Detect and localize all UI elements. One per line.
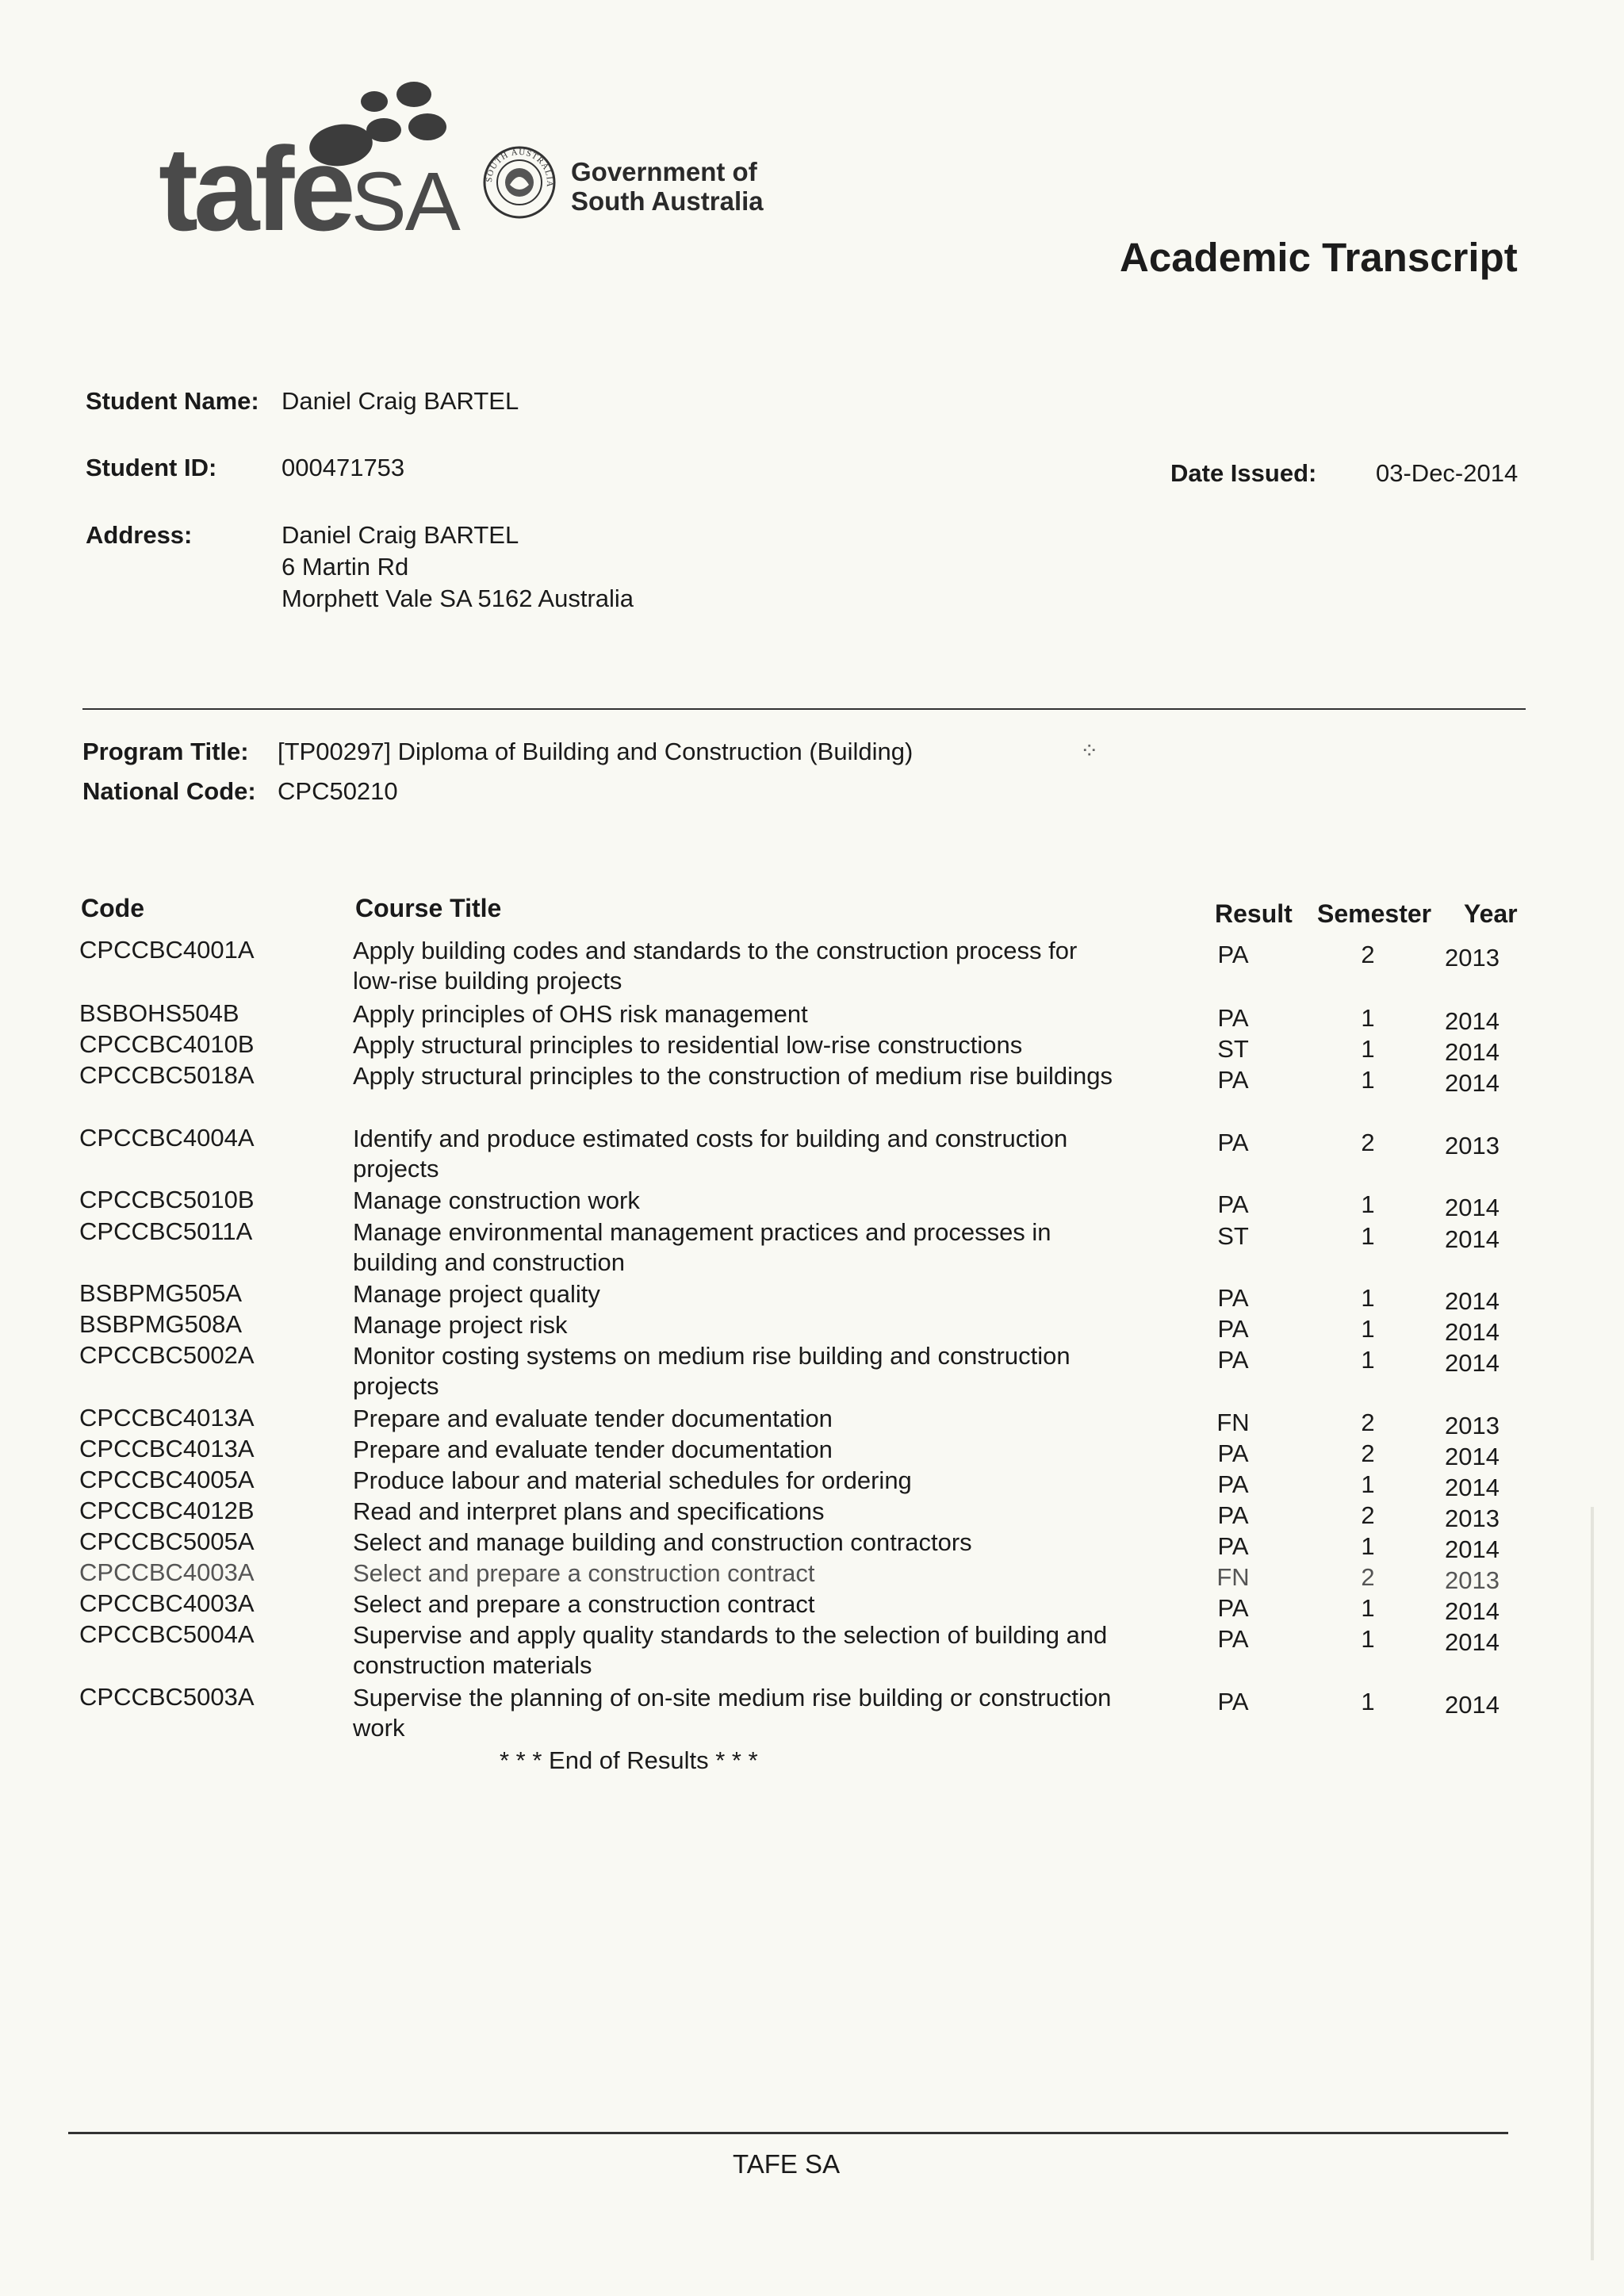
course-semester: 1 xyxy=(1361,1532,1375,1560)
course-title: Manage project risk xyxy=(353,1311,568,1339)
course-semester: 2 xyxy=(1361,1129,1375,1156)
student-name-label: Student Name: xyxy=(86,387,259,415)
course-result: PA xyxy=(1217,1532,1249,1560)
course-code: CPCCBC4013A xyxy=(79,1435,255,1462)
end-of-results: * * * End of Results * * * xyxy=(500,1746,758,1774)
scan-speck: ⁘ xyxy=(1080,738,1099,763)
course-result: ST xyxy=(1217,1035,1249,1063)
course-result: PA xyxy=(1217,1470,1249,1498)
course-semester: 1 xyxy=(1361,1625,1375,1653)
course-title: Apply structural principles to the construction of medium rise buildings xyxy=(353,1062,1113,1090)
col-header-title: Course Title xyxy=(355,894,502,922)
course-title: Apply structural principles to residential low-rise constructions xyxy=(353,1031,1023,1059)
national-code-value: CPC50210 xyxy=(278,777,398,805)
course-title: Identify and produce estimated costs for building and construction projects xyxy=(353,1125,1068,1182)
logo-tafe-text: tafe xyxy=(159,122,351,255)
course-title: Monitor costing systems on medium rise building and construction projects xyxy=(353,1342,1071,1400)
table-row xyxy=(0,1558,1624,1594)
col-header-result: Result xyxy=(1215,899,1293,928)
table-row xyxy=(0,1497,1624,1532)
course-title: Supervise the planning of on-site medium rise building or construction work xyxy=(353,1684,1112,1742)
gov-line-2: South Australia xyxy=(571,186,764,216)
table-row xyxy=(0,1341,1624,1400)
course-result: PA xyxy=(1217,1625,1249,1653)
course-year: 2014 xyxy=(1445,1474,1500,1501)
course-semester: 1 xyxy=(1361,1688,1375,1715)
course-code: CPCCBC4004A xyxy=(79,1124,255,1152)
course-code: BSBPMG505A xyxy=(79,1279,243,1307)
footer-divider xyxy=(68,2132,1508,2134)
course-semester: 1 xyxy=(1361,1004,1375,1032)
course-year: 2014 xyxy=(1445,1194,1500,1221)
course-code: CPCCBC5003A xyxy=(79,1683,255,1711)
table-row xyxy=(0,999,1624,1035)
address-block xyxy=(282,519,634,615)
course-year: 2014 xyxy=(1445,1318,1500,1346)
course-title: Read and interpret plans and specifications xyxy=(353,1497,825,1525)
course-code: CPCCBC5010B xyxy=(79,1186,255,1213)
course-semester: 1 xyxy=(1361,1066,1375,1094)
course-year: 2013 xyxy=(1445,1504,1500,1532)
course-result: PA xyxy=(1217,941,1249,968)
course-semester: 1 xyxy=(1361,1315,1375,1343)
course-title: Select and prepare a construction contract xyxy=(353,1590,815,1618)
course-title: Manage environmental management practices and processes in building and construction xyxy=(353,1218,1051,1276)
course-semester: 1 xyxy=(1361,1284,1375,1312)
course-result: PA xyxy=(1217,1346,1249,1374)
course-result: PA xyxy=(1217,1004,1249,1032)
course-semester: 1 xyxy=(1361,1346,1375,1374)
table-row xyxy=(0,1466,1624,1501)
course-year: 2013 xyxy=(1445,1566,1500,1594)
course-code: CPCCBC4005A xyxy=(79,1466,255,1493)
table-row xyxy=(0,1124,1624,1182)
course-code: CPCCBC4012B xyxy=(79,1497,255,1524)
course-title: Select and prepare a construction contract xyxy=(353,1559,815,1587)
course-title: Supervise and apply quality standards to the selection of building and construction materials xyxy=(353,1621,1108,1679)
course-semester: 1 xyxy=(1361,1035,1375,1063)
program-title-value: [TP00297] Diploma of Building and Construction (Building) xyxy=(278,738,914,765)
course-title: Select and manage building and construction contractors xyxy=(353,1528,972,1556)
table-row xyxy=(0,1683,1624,1742)
course-year: 2014 xyxy=(1445,1038,1500,1066)
course-semester: 1 xyxy=(1361,1190,1375,1218)
table-row xyxy=(0,1279,1624,1315)
course-result: PA xyxy=(1217,1066,1249,1094)
col-header-semester: Semester xyxy=(1317,899,1432,928)
course-result: PA xyxy=(1217,1315,1249,1343)
table-row xyxy=(0,936,1624,995)
course-result: PA xyxy=(1217,1129,1249,1156)
table-row xyxy=(0,1589,1624,1625)
course-semester: 1 xyxy=(1361,1594,1375,1622)
course-semester: 2 xyxy=(1361,1409,1375,1436)
table-row xyxy=(0,1404,1624,1439)
student-name-value: Daniel Craig BARTEL xyxy=(282,387,519,415)
course-year: 2014 xyxy=(1445,1597,1500,1625)
course-code: CPCCBC4013A xyxy=(79,1404,255,1432)
logo-dot-icon xyxy=(361,91,388,112)
course-result: PA xyxy=(1217,1688,1249,1715)
course-title: Manage construction work xyxy=(353,1186,640,1214)
course-result: PA xyxy=(1217,1190,1249,1218)
course-title: Prepare and evaluate tender documentation xyxy=(353,1405,833,1432)
course-result: PA xyxy=(1217,1594,1249,1622)
logo-sa-text: SA xyxy=(350,155,459,248)
course-result: FN xyxy=(1216,1563,1250,1591)
course-semester: 1 xyxy=(1361,1470,1375,1498)
course-code: CPCCBC5004A xyxy=(79,1620,255,1648)
course-year: 2013 xyxy=(1445,1132,1500,1159)
table-row xyxy=(0,1620,1624,1679)
student-id-label: Student ID: xyxy=(86,454,217,481)
course-result: PA xyxy=(1217,1501,1249,1529)
course-year: 2014 xyxy=(1445,1349,1500,1377)
course-semester: 2 xyxy=(1361,941,1375,968)
course-year: 2014 xyxy=(1445,1069,1500,1097)
table-row xyxy=(0,1435,1624,1470)
table-row xyxy=(0,1030,1624,1066)
course-year: 2014 xyxy=(1445,1535,1500,1563)
table-row xyxy=(0,1186,1624,1221)
course-result: FN xyxy=(1216,1409,1250,1436)
address-label: Address: xyxy=(86,521,193,549)
course-semester: 1 xyxy=(1361,1222,1375,1250)
course-code: BSBPMG508A xyxy=(79,1310,243,1338)
course-semester: 2 xyxy=(1361,1563,1375,1591)
course-year: 2014 xyxy=(1445,1007,1500,1035)
course-year: 2014 xyxy=(1445,1691,1500,1719)
course-year: 2013 xyxy=(1445,944,1500,972)
col-header-year: Year xyxy=(1464,899,1518,928)
table-row xyxy=(0,1217,1624,1276)
col-header-code: Code xyxy=(81,894,144,922)
course-title: Produce labour and material schedules for ordering xyxy=(353,1466,912,1494)
footer-text: TAFE SA xyxy=(733,2149,841,2179)
course-result: PA xyxy=(1217,1284,1249,1312)
logo-wordmark xyxy=(159,122,459,255)
course-year: 2013 xyxy=(1445,1412,1500,1439)
gov-line-1: Government of xyxy=(571,157,757,186)
course-semester: 2 xyxy=(1361,1439,1375,1467)
course-year: 2014 xyxy=(1445,1628,1500,1656)
course-semester: 2 xyxy=(1361,1501,1375,1529)
course-title: Apply principles of OHS risk management xyxy=(353,1000,808,1028)
address-line: Daniel Craig BARTEL xyxy=(282,521,519,549)
course-code: CPCCBC5018A xyxy=(79,1061,255,1089)
date-issued-value: 03-Dec-2014 xyxy=(1376,459,1519,487)
logo-dot-icon xyxy=(396,82,431,107)
address-line: Morphett Vale SA 5162 Australia xyxy=(282,585,634,612)
course-code: CPCCBC5002A xyxy=(79,1341,255,1369)
course-code: CPCCBC4001A xyxy=(79,936,255,964)
divider xyxy=(82,708,1526,710)
course-year: 2014 xyxy=(1445,1287,1500,1315)
date-issued-label: Date Issued: xyxy=(1170,459,1317,487)
course-result: ST xyxy=(1217,1222,1249,1250)
page-title: Academic Transcript xyxy=(1120,235,1518,280)
course-result: PA xyxy=(1217,1439,1249,1467)
course-title: Prepare and evaluate tender documentation xyxy=(353,1435,833,1463)
table-row xyxy=(0,1310,1624,1346)
course-code: BSBOHS504B xyxy=(79,999,239,1027)
course-code: CPCCBC5005A xyxy=(79,1527,255,1555)
course-title: Manage project quality xyxy=(353,1280,600,1308)
course-year: 2014 xyxy=(1445,1225,1500,1253)
svg-text:SOUTH AUSTRALIA: SOUTH AUSTRALIA xyxy=(484,147,555,188)
course-title: Apply building codes and standards to the construction process for low-rise building projects xyxy=(353,937,1078,995)
government-name xyxy=(571,157,764,216)
government-seal-icon xyxy=(482,145,557,220)
course-year: 2014 xyxy=(1445,1443,1500,1470)
national-code-label: National Code: xyxy=(82,777,256,805)
table-row xyxy=(0,1527,1624,1563)
course-code: CPCCBC4010B xyxy=(79,1030,255,1058)
course-code: CPCCBC4003A xyxy=(79,1589,255,1617)
address-line: 6 Martin Rd xyxy=(282,553,409,581)
program-title-label: Program Title: xyxy=(82,738,249,765)
course-code: CPCCBC4003A xyxy=(79,1558,255,1586)
tafesa-logo xyxy=(159,67,492,255)
course-code: CPCCBC5011A xyxy=(79,1217,253,1245)
student-id-value: 000471753 xyxy=(282,454,405,481)
table-row xyxy=(0,1061,1624,1097)
